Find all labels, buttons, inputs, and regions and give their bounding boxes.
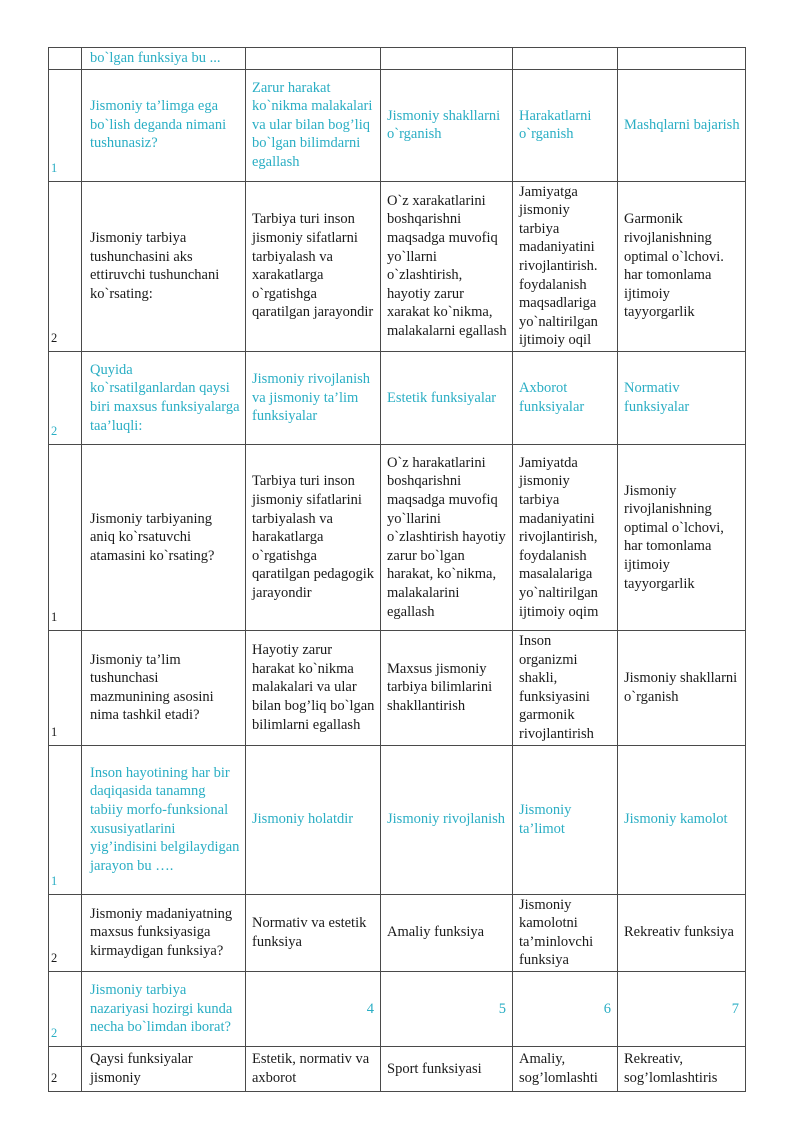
table-row (49, 1046, 746, 1091)
question-cell: Quyida ko`rsatilganlardan qaysi biri maxsus funksiyalarga taa’luqli: (82, 351, 246, 444)
answer-a-cell: Estetik, normativ va axborot (246, 1046, 381, 1091)
number-cell: 2 (49, 971, 82, 1046)
question-table-sheet (48, 47, 745, 1092)
table-row (49, 351, 746, 444)
table-row (49, 745, 746, 894)
table-body (49, 48, 746, 1092)
answer-a-cell: 4 (246, 971, 381, 1046)
table-row (49, 444, 746, 630)
answer-d-cell: 7 (618, 971, 746, 1046)
answer-b-cell: Amaliy funksiya (381, 894, 513, 971)
number-cell: 1 (49, 630, 82, 745)
answer-a-cell: Normativ va estetik funksiya (246, 894, 381, 971)
table-row (49, 181, 746, 351)
answer-a-cell: Hayotiy zarur harakat ko`nikma malakalari va ular bilan bog’liq bo`lgan bilimlarni egallash (246, 630, 381, 745)
answer-d-cell: Jismoniy rivojlanishning optimal o`lchovi, har tomonlama ijtimoiy tayyorgarlik (618, 444, 746, 630)
answer-a-cell: Zarur harakat ko`nikma malakalari va ular bilan bog’liq bo`lgan bilimdarni egallash (246, 69, 381, 181)
answer-a-cell: Tarbiya turi inson jismoniy sifatlarini tarbiyalash va harakatlarga o`rgatishga qaratilgan pedagogik jarayondir (246, 444, 381, 630)
question-cell: Jismoniy ta’lim tushunchasi mazmunining asosini nima tashkil etadi? (82, 630, 246, 745)
answer-d-cell: Rekreativ, sog’lomlashtiris (618, 1046, 746, 1091)
question-cell: Jismoniy madaniyatning maxsus funksiyasiga kirmaydigan funksiya? (82, 894, 246, 971)
answer-c-cell: Jismoniy kamolotni ta’minlovchi funksiya (513, 894, 618, 971)
answer-b-cell: Sport funksiyasi (381, 1046, 513, 1091)
answer-d-cell: Rekreativ funksiya (618, 894, 746, 971)
answer-c-cell: Harakatlarni o`rganish (513, 69, 618, 181)
question-cell: Jismoniy tarbiyaning aniq ko`rsatuvchi atamasini ko`rsating? (82, 444, 246, 630)
table-row (49, 971, 746, 1046)
answer-d-cell: Mashqlarni bajarish (618, 69, 746, 181)
number-cell: 2 (49, 894, 82, 971)
answer-d-cell: Jismoniy kamolot (618, 745, 746, 894)
question-cell: Jismoniy tarbiya tushunchasini aks ettiruvchi tushunchani ko`rsating: (82, 181, 246, 351)
answer-a-cell (246, 48, 381, 70)
question-cell: Inson hayotining har bir daqiqasida tanamng tabiiy morfo-funksional xususiyatlarini yig’indisini belgilaydigan jarayon bu …. (82, 745, 246, 894)
answer-c-cell: Axborot funksiyalar (513, 351, 618, 444)
number-cell: 2 (49, 181, 82, 351)
number-cell: 1 (49, 745, 82, 894)
answer-b-cell: Jismoniy rivojlanish (381, 745, 513, 894)
question-cell: Jismoniy ta’limga ega bo`lish deganda nimani tushunasiz? (82, 69, 246, 181)
answer-d-cell: Normativ funksiyalar (618, 351, 746, 444)
answer-d-cell: Garmonik rivojlanishning optimal o`lchovi. har tomonlama ijtimoiy tayyorgarlik (618, 181, 746, 351)
answer-b-cell: Estetik funksiyalar (381, 351, 513, 444)
number-cell (49, 48, 82, 70)
table-row (49, 69, 746, 181)
question-cell: Qaysi funksiyalar jismoniy (82, 1046, 246, 1091)
table-row (49, 48, 746, 70)
answer-b-cell: Maxsus jismoniy tarbiya bilimlarini shakllantirish (381, 630, 513, 745)
answer-c-cell: Jismoniy ta’limot (513, 745, 618, 894)
number-cell: 1 (49, 69, 82, 181)
number-cell: 2 (49, 351, 82, 444)
table-row (49, 894, 746, 971)
answer-b-cell: O`z harakatlarini boshqarishni maqsadga muvofiq yo`llarini o`zlashtirish hayotiy zarur bo`lgan harakat, ko`nikma, malakalarini egallash (381, 444, 513, 630)
answer-c-cell (513, 48, 618, 70)
answer-c-cell: Inson organizmi shakli, funksiyasini garmonik rivojlantirish (513, 630, 618, 745)
table-row (49, 630, 746, 745)
answer-d-cell: Jismoniy shakllarni o`rganish (618, 630, 746, 745)
question-table (48, 47, 746, 1092)
answer-b-cell: 5 (381, 971, 513, 1046)
answer-c-cell: Amaliy, sog’lomlashti (513, 1046, 618, 1091)
answer-a-cell: Tarbiya turi inson jismoniy sifatlarni tarbiyalash va xarakatlarga o`rgatishga qaratilgan jarayondir (246, 181, 381, 351)
question-cell: Jismoniy tarbiya nazariyasi hozirgi kunda necha bo`limdan iborat? (82, 971, 246, 1046)
answer-c-cell: 6 (513, 971, 618, 1046)
answer-a-cell: Jismoniy rivojlanish va jismoniy ta’lim funksiyalar (246, 351, 381, 444)
number-cell: 2 (49, 1046, 82, 1091)
answer-c-cell: Jamiyatda jismoniy tarbiya madaniyatini rivojlantirish, foydalanish masalalariga yo`naltirilgan ijtimoiy oqim (513, 444, 618, 630)
answer-a-cell: Jismoniy holatdir (246, 745, 381, 894)
number-cell: 1 (49, 444, 82, 630)
answer-b-cell: Jismoniy shakllarni o`rganish (381, 69, 513, 181)
answer-b-cell (381, 48, 513, 70)
answer-d-cell (618, 48, 746, 70)
answer-c-cell: Jamiyatga jismoniy tarbiya madaniyatini rivojlantirish. foydalanish maqsadlariga yo`naltirilgan ijtimoiy oqil (513, 181, 618, 351)
question-cell: bo`lgan funksiya bu ... (82, 48, 246, 70)
answer-b-cell: O`z xarakatlarini boshqarishni maqsadga muvofiq yo`llarni o`zlashtirish, hayotiy zarur xarakat ko`nikma, malakalarni egallash (381, 181, 513, 351)
